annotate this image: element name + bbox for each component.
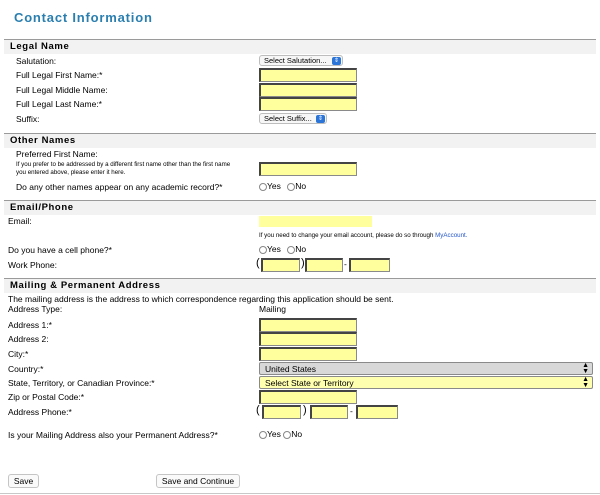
other-names-radio-group (259, 181, 306, 191)
section-title: Mailing & Permanent Address (10, 280, 161, 291)
salutation-select-value: Select Salutation... (264, 56, 327, 65)
state-select[interactable] (259, 376, 593, 389)
address-type-label: Address Type: (8, 304, 63, 314)
section-header-address (4, 278, 596, 293)
middle-name-label: Full Legal Middle Name: (16, 85, 108, 95)
dash: - (350, 406, 353, 416)
preferred-name-label: Preferred First Name: (16, 149, 98, 159)
select-updown-icon: ▲ ▼ (582, 376, 589, 389)
work-phone-label: Work Phone: (8, 260, 57, 270)
last-name-label: Full Legal Last Name:* (16, 99, 102, 109)
address-phone-label: Address Phone:* (8, 407, 72, 417)
save-button[interactable]: Save (8, 474, 39, 488)
paren-close: ) (303, 404, 307, 416)
other-names-yes-radio[interactable] (259, 183, 267, 191)
suffix-select[interactable] (259, 113, 327, 124)
city-label: City:* (8, 349, 29, 359)
bottom-divider (0, 493, 600, 494)
section-header-email-phone (4, 200, 596, 215)
select-arrows-icon: ⇕ (317, 116, 324, 122)
other-names-question: Do any other names appear on any academic record?* (16, 182, 223, 192)
cell-phone-radio-group (259, 244, 306, 254)
state-select-value: Select State or Territory (265, 378, 354, 388)
section-title: Legal Name (10, 41, 70, 52)
email-label: Email: (8, 216, 32, 226)
first-name-input[interactable] (259, 68, 357, 82)
address2-label: Address 2: (8, 334, 49, 344)
address1-label: Address 1:* (8, 320, 52, 330)
zip-label: Zip or Postal Code:* (8, 392, 85, 402)
cell-phone-question: Do you have a cell phone?* (8, 245, 112, 255)
select-arrows-icon: ⇕ (333, 58, 340, 64)
permanent-yes-radio[interactable] (259, 431, 267, 439)
section-title: Email/Phone (10, 202, 74, 213)
state-label: State, Territory, or Canadian Province:* (8, 378, 155, 388)
myaccount-link[interactable]: MyAccount. (435, 232, 468, 239)
address-type-value: Mailing (259, 304, 286, 314)
section-header-other-names (4, 133, 596, 148)
address-phone-area-input[interactable] (262, 405, 301, 419)
email-field[interactable] (259, 216, 372, 227)
first-name-label: Full Legal First Name:* (16, 70, 103, 80)
select-updown-icon: ▲ ▼ (582, 362, 589, 375)
middle-name-input[interactable] (259, 83, 357, 97)
page-title: Contact Information (14, 10, 153, 25)
address-intro: The mailing address is the address to which correspondence regarding this application should be sent. (8, 294, 394, 304)
preferred-name-help-1: If you prefer to be addressed by a different first name other than the first name (16, 161, 231, 168)
paren-close: ) (301, 257, 305, 269)
work-phone-line-input[interactable] (349, 258, 390, 272)
suffix-label: Suffix: (16, 114, 40, 124)
address-phone-line-input[interactable] (356, 405, 398, 419)
radio-label-yes: Yes (267, 429, 281, 439)
work-phone-area-input[interactable] (261, 258, 300, 272)
suffix-select-value: Select Suffix... (264, 114, 312, 123)
cell-yes-radio[interactable] (259, 246, 267, 254)
paren-open: ( (256, 257, 260, 269)
radio-label-yes: Yes (267, 181, 281, 191)
radio-label-no: No (295, 244, 307, 254)
dash: - (344, 259, 347, 269)
country-select-value: United States (265, 364, 317, 374)
radio-label-yes: Yes (267, 244, 281, 254)
salutation-label: Salutation: (16, 56, 57, 66)
address-phone-prefix-input[interactable] (310, 405, 348, 419)
salutation-select[interactable] (259, 55, 343, 66)
email-note-text: If you need to change your email account, please do so through (259, 232, 436, 239)
country-label: Country:* (8, 364, 44, 374)
last-name-input[interactable] (259, 97, 357, 111)
preferred-name-help-2: you entered above, please enter it here. (16, 169, 126, 176)
paren-open: ( (256, 404, 260, 416)
section-header-legal-name (4, 39, 596, 54)
zip-input[interactable] (259, 390, 357, 404)
country-select[interactable] (259, 362, 593, 375)
address1-input[interactable] (259, 318, 357, 332)
address2-input[interactable] (259, 332, 357, 346)
email-note (259, 232, 467, 240)
city-input[interactable] (259, 347, 357, 361)
radio-label-no: No (295, 181, 307, 191)
work-phone-prefix-input[interactable] (305, 258, 343, 272)
preferred-name-input[interactable] (259, 162, 357, 176)
permanent-radio-group (259, 429, 302, 439)
permanent-address-question: Is your Mailing Address also your Permanent Address?* (8, 430, 218, 440)
save-and-continue-button[interactable]: Save and Continue (156, 474, 240, 488)
radio-label-no: No (291, 429, 303, 439)
section-title: Other Names (10, 135, 76, 146)
